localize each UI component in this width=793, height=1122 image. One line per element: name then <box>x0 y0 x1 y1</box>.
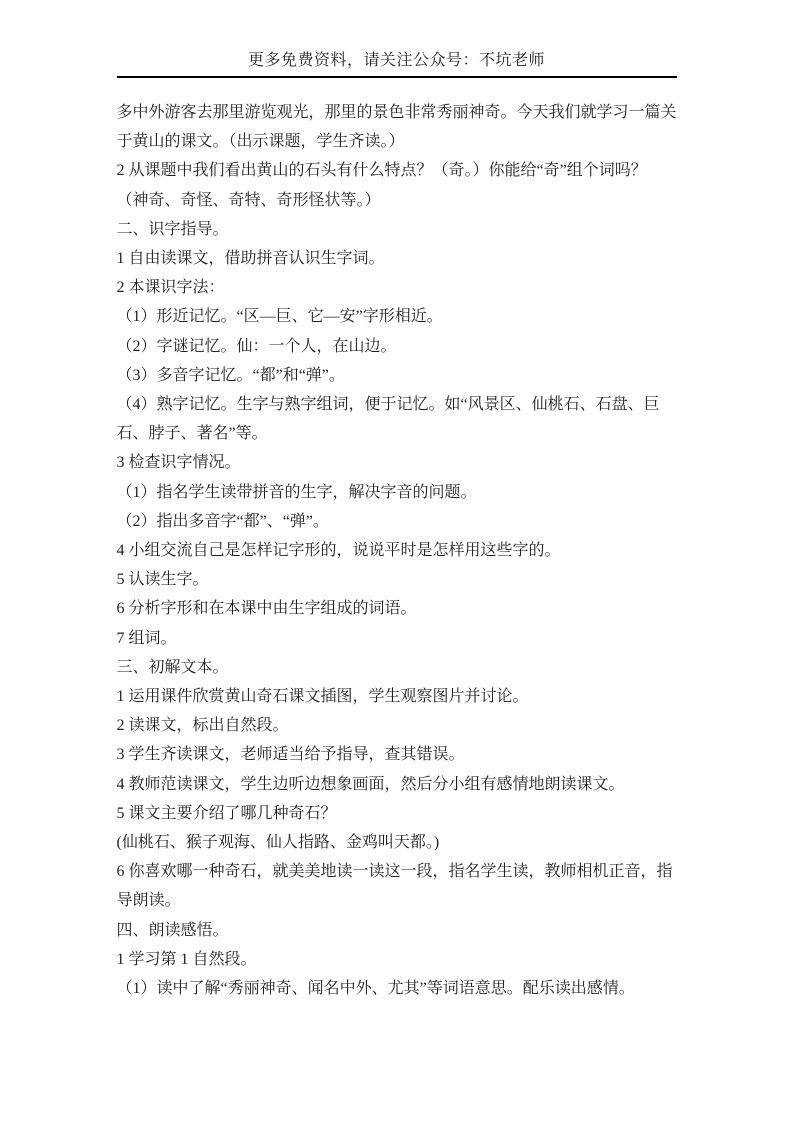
text-line: 3 检查识字情况。 <box>116 454 241 472</box>
text-line: 多中外游客去那里游览观光，那里的景色非常秀丽神奇。今天我们就学习一篇关 <box>116 104 677 121</box>
header-divider <box>117 76 677 78</box>
section-heading: 四、朗读感悟。 <box>116 921 229 939</box>
page-header <box>0 0 793 78</box>
text-line: （神奇、奇怪、奇特、奇形怪状等。） <box>116 191 381 209</box>
text-line: (仙桃石、猴子观海、仙人指路、金鸡叫天都。) <box>116 834 440 852</box>
text-line: 导朗读。 <box>116 892 181 910</box>
text-line: （1）读中了解“秀丽神奇、闻名中外、尤其”等词语意思。配乐读出感情。 <box>116 980 635 998</box>
text-line: （2）指出多音字“都”、“弹”。 <box>116 512 329 530</box>
text-line: 5 课文主要介绍了哪几种奇石？ <box>116 804 337 822</box>
document-body <box>117 98 677 1003</box>
text-line: 2 读课文，标出自然段。 <box>116 717 289 735</box>
section-heading: 二、识字指导。 <box>116 220 229 238</box>
text-line: 7 组词。 <box>116 629 177 647</box>
text-line: （1）指名学生读带拼音的生字，解决字音的问题。 <box>116 483 477 501</box>
text-line: 石、脖子、著名”等。 <box>116 425 268 443</box>
text-line: 1 学习第 1 自然段。 <box>116 950 257 968</box>
text-line: 4 小组交流自己是怎样记字形的，说说平时是怎样用这些字的。 <box>116 542 561 560</box>
text-line: 4 教师范读课文，学生边听边想象画面，然后分小组有感情地朗读课文。 <box>116 775 625 793</box>
text-line: 2 从课题中我们看出黄山的石头有什么特点？（奇。）你能给“奇”组个词吗？ <box>116 162 647 180</box>
header-notice: 更多免费资料，请关注公众号：不坑老师 <box>247 52 545 69</box>
text-line: （3）多音字记忆。“都”和“弹”。 <box>116 366 345 384</box>
text-line: 3 学生齐读课文，老师适当给予指导，查其错误。 <box>116 746 465 764</box>
text-line: （2）字谜记忆。仙：一个人，在山边。 <box>116 337 397 355</box>
text-line: 5 认读生字。 <box>116 571 209 589</box>
text-line: 于黄山的课文。（出示课题，学生齐读。） <box>116 133 405 151</box>
text-line: 2 本课识字法： <box>116 279 225 297</box>
text-line: （1）形近记忆。“区—巨、它—安”字形相近。 <box>116 308 443 326</box>
text-line: 1 运用课件欣赏黄山奇石课文插图，学生观察图片并讨论。 <box>116 688 529 706</box>
section-heading: 三、初解文本。 <box>116 658 229 676</box>
text-line: （4）熟字记忆。生字与熟字组词，便于记忆。如“风景区、仙桃石、石盘、巨 <box>116 396 660 414</box>
text-line: 6 分析字形和在本课中由生字组成的词语。 <box>116 600 417 618</box>
text-line: 1 自由读课文，借助拼音认识生字词。 <box>116 250 385 268</box>
text-line: 6 你喜欢哪一种奇石，就美美地读一读这一段，指名学生读，教师相机正音，指 <box>116 863 673 881</box>
